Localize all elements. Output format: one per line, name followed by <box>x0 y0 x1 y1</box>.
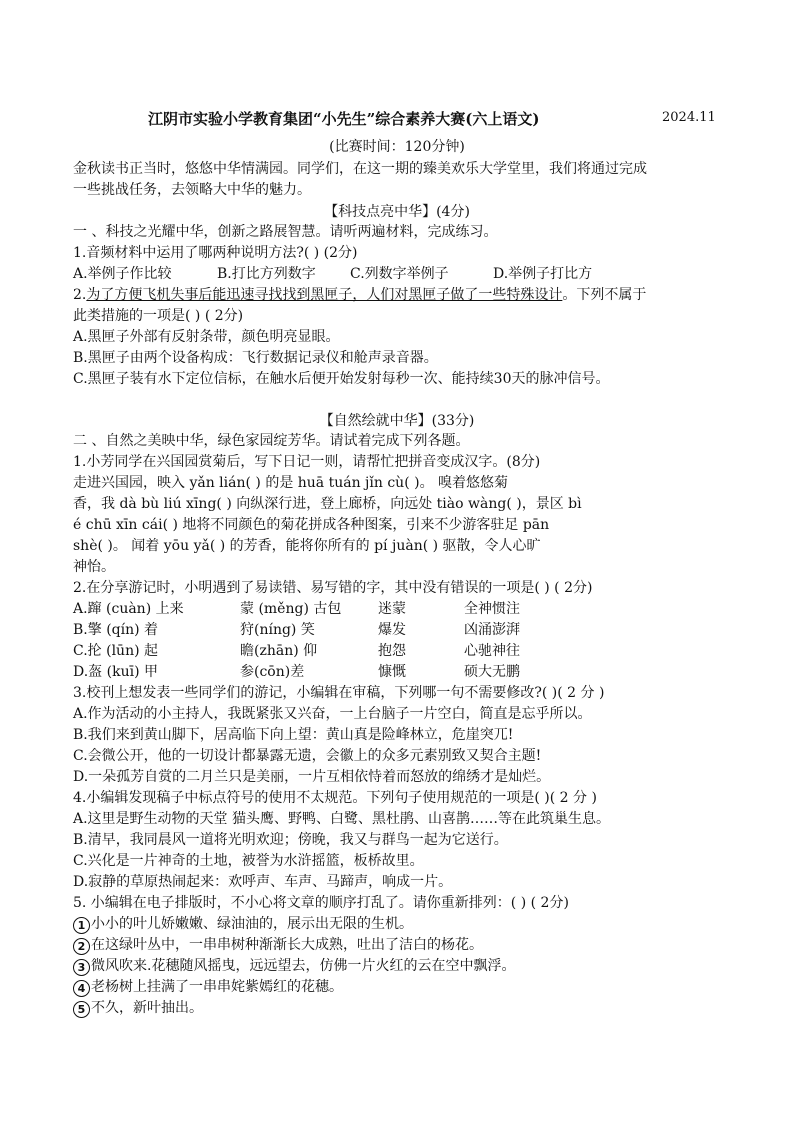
s2-q5-stem: 5. 小编辑在电子排版时，不小心将文章的顺序打乱了。请你重新排列：( ) ( 2分) <box>73 895 569 911</box>
s2-q2-d-col-3: 慷慨 <box>378 664 406 680</box>
s1-q1-option-a: A.举例子作比较 <box>73 266 172 282</box>
s2-q1-line-2: 香，我 dà bù liú xīng( ) 向纵深行进，登上廊桥，向远处 tiào wàng( )，景区 bì <box>73 496 582 512</box>
s2-q5-item-4 <box>73 977 343 997</box>
s2-q2-d-col-4: 硕大无鹏 <box>464 664 520 680</box>
s1-q2-underlined-text: 为了方便飞机失事后能迅速寻找找到黑匣子，人们对黑匣子做了一些特殊设计 <box>86 287 563 303</box>
s2-q2-d-col-1: D.盔 (kuī) 甲 <box>73 664 158 680</box>
intro-line-1: 金秋读书正当时，悠悠中华情满园。同学们，在这一期的臻美欢乐大学堂里，我们将通过完成 <box>73 161 647 177</box>
s1-q2-option-a: A.黑匣子外部有反射条带，颜色明亮显眼。 <box>73 329 340 345</box>
s1-q2-option-b: B.黑匣子由两个设备构成：飞行数据记录仪和舱声录音器。 <box>73 350 438 366</box>
s2-q4-option-b: B.清早，我同晨风一道将光明欢迎；傍晚，我又与群鸟一起为它送行。 <box>73 832 508 848</box>
s2-q2-a-col-4: 全神惯注 <box>464 601 520 617</box>
circled-number: 5 <box>73 1001 90 1018</box>
s2-q5-item-text: 不久，新叶抽出。 <box>91 1000 203 1016</box>
s2-q4-option-a: A.这里是野生动物的天堂 猫头鹰、野鸭、白鹭、黑杜鹃、山喜鹊……等在此筑巢生息。 <box>73 811 611 827</box>
s2-q5-item-1 <box>73 914 413 934</box>
s2-q5-item-text: 小小的叶儿娇嫩嫩、绿油油的，展示出无限的生机。 <box>91 916 413 932</box>
s2-q1-stem: 1.小芳同学在兴国园赏菊后，写下日记一则，请帮忙把拼音变成汉字。(8分) <box>73 454 541 470</box>
time-note: (比赛时间：120分钟) <box>329 139 465 155</box>
s2-q4-option-d: D.寂静的草原热闹起来：欢呼声、车声、马蹄声，响成一片。 <box>73 874 453 890</box>
s2-q2-d-col-2: 参(cōn)差 <box>240 664 305 680</box>
s2-q1-line-1: 走进兴国园，映入 yǎn lián( ) 的是 huā tuán jǐn cù( )。 嗅着悠悠菊 <box>73 475 509 491</box>
s2-q2-a-col-2: 蒙 (měng) 古包 <box>240 601 342 617</box>
circled-number: 1 <box>73 917 90 934</box>
s2-q2-a-col-3: 迷蒙 <box>378 601 406 617</box>
s1-q2-stem <box>73 285 646 305</box>
exam-title: 江阴市实验小学教育集团“小先生”综合素养大赛(六上语文) <box>148 110 540 128</box>
s1-q1-option-b: B.打比方列数字 <box>217 266 316 282</box>
s1-q2-number: 2. <box>73 287 87 303</box>
s2-q3-option-b: B.我们来到黄山脚下，居高临下向上望：黄山真是险峰林立，危崖突兀! <box>73 727 514 743</box>
s2-q1-line-3: é chū xīn cái( ) 地将不同颜色的菊花拼成各种图案，引来不少游客驻足 pān <box>73 517 550 533</box>
intro-line-2: 一些挑战任务，去领略大中华的魅力。 <box>73 182 311 198</box>
s2-q5-item-text: 在这绿叶丛中，一串串树种渐渐长大成熟，吐出了洁白的杨花。 <box>91 937 483 953</box>
s2-q4-stem: 4.小编辑发现稿子中标点符号的使用不太规范。下列句子使用规范的一项是( )( 2 分 ) <box>73 790 597 806</box>
circled-number: 2 <box>73 938 90 955</box>
s2-q2-stem: 2.在分享游记时，小明遇到了易读错、易写错的字，其中没有错误的一项是( ) ( 2分) <box>73 580 593 596</box>
s1-q1-stem: 1.音频材料中运用了哪两种说明方法?( ) (2分) <box>73 245 358 261</box>
section-1-heading: 【科技点亮中华】(4分) <box>324 204 470 220</box>
s2-q5-item-text: 老杨树上挂满了一串串姹紫嫣红的花穗。 <box>91 979 343 995</box>
s2-q3-option-c: C.会微公开，他的一切设计都暴露无遗，会徽上的众多元素别致又契合主题! <box>73 748 542 764</box>
section-2-lead: 二 、自然之美映中华，绿色家园绽芳华。请试着完成下列各题。 <box>73 433 470 449</box>
s2-q2-b-col-3: 爆发 <box>378 622 406 638</box>
s1-q1-option-d: D.举例子打比方 <box>493 266 593 282</box>
s2-q5-item-text: 微风吹来.花穗随风摇曳，远远望去，仿佛一片火红的云在空中飘浮。 <box>91 958 516 974</box>
s2-q2-b-col-4: 凶涌澎湃 <box>464 622 520 638</box>
s2-q1-line-4: shè( )。 闻着 yōu yǎ( ) 的芳香，能将你所有的 pí juàn( ) 驱散，令人心旷 <box>73 538 541 554</box>
s2-q3-option-d: D.一朵孤芳自赏的二月兰只是美丽，一片互相依恃着而怒放的绵绣才是灿烂。 <box>73 769 551 785</box>
section-1-lead: 一 、科技之光耀中华，创新之路展智慧。请听两遍材料，完成练习。 <box>73 224 498 240</box>
exam-date: 2024.11 <box>662 110 716 125</box>
s2-q5-item-2 <box>73 935 483 955</box>
s2-q2-c-col-2: 瞻(zhān) 仰 <box>240 643 318 659</box>
s2-q3-stem: 3.校刊上想发表一些同学们的游记，小编辑在审稿，下列哪一句不需要修改?( )( 2 分 ) <box>73 685 605 701</box>
s1-q2-option-c: C.黑匣子装有水下定位信标，在触水后便开始发射每秒一次、能持续30天的脉冲信号。 <box>73 371 610 387</box>
s2-q3-option-a: A.作为活动的小主持人，我既紧张又兴奋，一上台脑子一片空白，简直是忘乎所以。 <box>73 706 592 722</box>
section-2-heading: 【自然绘就中华】(33分) <box>319 413 475 429</box>
s2-q2-c-col-3: 抱怨 <box>378 643 406 659</box>
s2-q1-line-5: 神怡。 <box>73 559 115 575</box>
s2-q2-b-col-1: B.擎 (qín) 着 <box>73 622 159 638</box>
s2-q2-b-col-2: 狩(níng) 笑 <box>240 622 315 638</box>
s2-q2-a-col-1: A.蹿 (cuàn) 上来 <box>73 601 184 617</box>
s2-q5-item-5 <box>73 998 203 1018</box>
s2-q2-c-col-1: C.抡 (lūn) 起 <box>73 643 158 659</box>
s2-q5-item-3 <box>73 956 515 976</box>
s2-q4-option-c: C.兴化是一片神奇的土地，被誉为水浒摇篮，板桥故里。 <box>73 853 424 869</box>
s1-q2-stem-line-2: 此类措施的一项是( ) ( 2分) <box>73 308 244 324</box>
circled-number: 4 <box>73 980 90 997</box>
s1-q1-option-c: C.列数字举例子 <box>350 266 449 282</box>
s2-q2-c-col-4: 心驰神往 <box>464 643 520 659</box>
circled-number: 3 <box>73 959 90 976</box>
s1-q2-stem-rest: 。下列不属于 <box>562 287 647 303</box>
